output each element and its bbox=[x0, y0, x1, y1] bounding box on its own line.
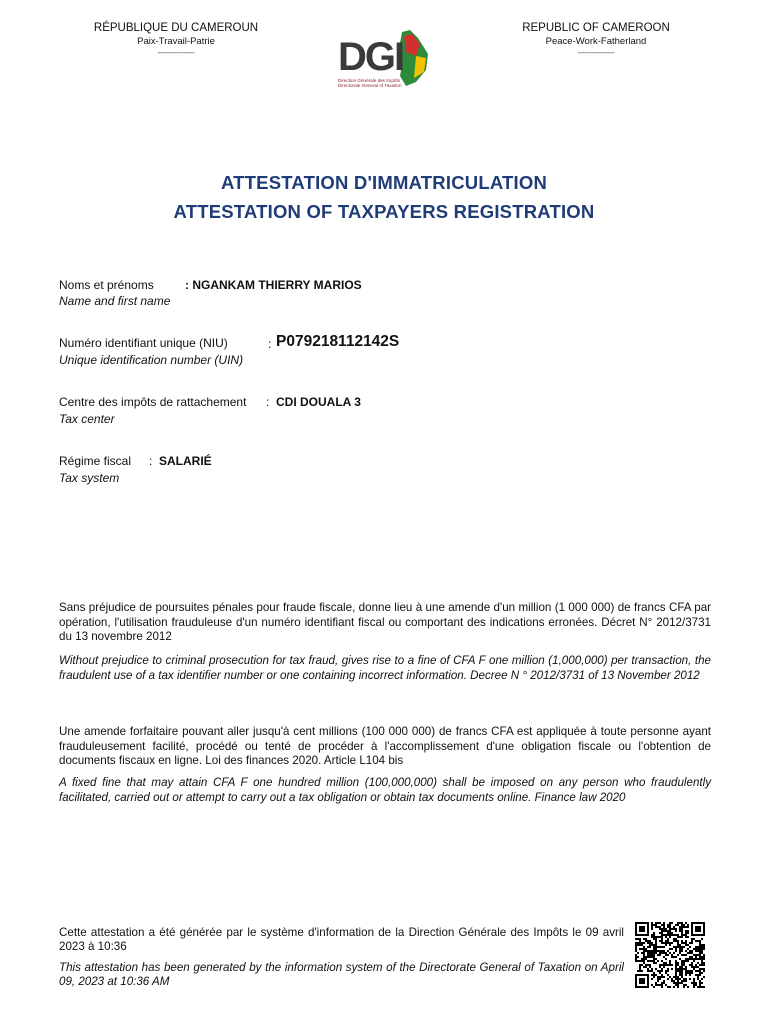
footer-en: This attestation has been generated by the information system of the Directorate General of Taxation on April 09, 2023 at 10:36 AM bbox=[59, 961, 624, 988]
svg-text:DGI: DGI bbox=[338, 35, 404, 79]
name-label: Noms et prénoms bbox=[59, 278, 154, 292]
motto-fr: Paix-Travail-Patrie bbox=[137, 36, 215, 47]
header-right bbox=[480, 21, 712, 57]
notice-1-en: Without prejudice to criminal prosecution for tax fraud, gives rise to a fine of CFA F one million (1,000,000) per transaction, the fraudulent use of a tax identifier number or one containing incorrect information. Decree N ° 2012/3731 of 13 November 2012 bbox=[59, 654, 711, 682]
name-label-en: Name and first name bbox=[59, 294, 171, 308]
qr-code-icon bbox=[635, 922, 705, 988]
divider-fr: ----------------- bbox=[157, 48, 195, 57]
svg-text:Direction Générale des Impôts: Direction Générale des Impôts bbox=[338, 78, 401, 83]
title-en: ATTESTATION OF TAXPAYERS REGISTRATION bbox=[173, 201, 595, 222]
dgi-logo bbox=[336, 26, 436, 96]
header-left bbox=[60, 21, 292, 57]
country-en: REPUBLIC OF CAMEROON bbox=[522, 22, 670, 34]
country-fr: RÉPUBLIQUE DU CAMEROUN bbox=[93, 22, 259, 34]
title-fr: ATTESTATION D'IMMATRICULATION bbox=[220, 172, 548, 193]
niu-label: Numéro identifiant unique (NIU) bbox=[59, 336, 228, 350]
motto-en: Peace-Work-Fatherland bbox=[545, 36, 647, 47]
niu-label-en: Unique identification number (UIN) bbox=[59, 353, 244, 367]
center-sep: : bbox=[266, 395, 270, 409]
regime-sep: : bbox=[149, 454, 153, 468]
regime-label: Régime fiscal bbox=[59, 454, 132, 468]
svg-text:Directorate General of Taxatio: Directorate General of Taxation bbox=[338, 83, 402, 88]
niu-sep: : bbox=[268, 337, 272, 351]
center-label-en: Tax center bbox=[59, 412, 115, 426]
divider-en: ----------------- bbox=[577, 48, 615, 57]
center-label: Centre des impôts de rattachement bbox=[59, 395, 247, 409]
notice-1-fr: Sans préjudice de poursuites pénales pour fraude fiscale, donne lieu à une amende d'un million (1 000 000) de francs CFA par opération, l'utilisation frauduleuse d'un numéro identifiant fiscal ou comportant des indications erronées. Décret N° 2012/3731 du 13 novembre 2012 bbox=[59, 601, 711, 643]
regime-value: SALARIÉ bbox=[159, 454, 212, 468]
regime-label-en: Tax system bbox=[59, 471, 120, 485]
niu-value: P079218112142S bbox=[276, 333, 400, 350]
name-value: : NGANKAM THIERRY MARIOS bbox=[185, 278, 362, 292]
dgi-emblem-icon bbox=[336, 26, 436, 96]
notice-2-en: A fixed fine that may attain CFA F one hundred million (100,000,000) shall be imposed on any person who fraudulently facilitated, carried out or attempt to carry out a tax obligation or obtain tax documents online. Finance law 2020 bbox=[59, 776, 711, 804]
footer-fr: Cette attestation a été générée par le système d'information de la Direction Générale des Impôts le 09 avril 2023 à 10:36 bbox=[59, 926, 624, 953]
center-value: CDI DOUALA 3 bbox=[276, 395, 361, 409]
notice-2-fr: Une amende forfaitaire pouvant aller jusqu'à cent millions (100 000 000) de francs CFA est appliquée à toute personne ayant frauduleusement facilité, procédé ou tenté de procéder à l'accomplissement d'une obligation fiscale ou l'obtention de documents fiscaux en ligne. Loi des finances 2020. Article L104 bis bbox=[59, 725, 711, 767]
